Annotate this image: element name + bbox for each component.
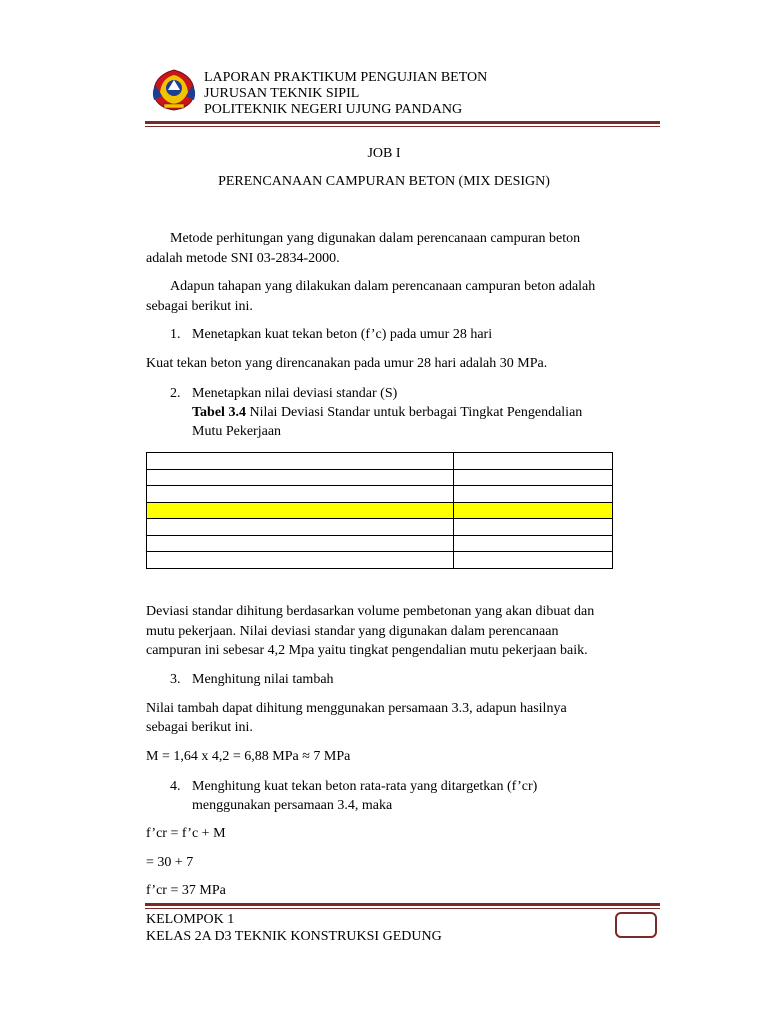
table-caption: [192, 403, 582, 423]
list-item-1-text: Menetapkan kuat tekan beton (f’c) pada umur 28 hari: [192, 327, 493, 342]
table-caption-label: Tabel 3.4: [192, 405, 246, 420]
list-item-3-text: Menghitung nilai tambah: [192, 672, 334, 687]
header-rule: [145, 121, 660, 124]
list-item-4-line-2: menggunakan persamaan 3.4, maka: [192, 798, 393, 813]
equation-2: f’cr = f’c + M: [146, 826, 226, 841]
list-item-1-number: 1.: [170, 327, 181, 342]
list-item-2-number: 2.: [170, 386, 181, 401]
header-line-3: POLITEKNIK NEGERI UJUNG PANDANG: [204, 102, 463, 117]
paragraph-3-line-1: Deviasi standar dihitung berdasarkan volume pembetonan yang akan dibuat dan: [146, 604, 595, 619]
paragraph-1-line-1: Metode perhitungan yang digunakan dalam perencanaan campuran beton: [170, 231, 581, 246]
deviation-table: [146, 452, 613, 569]
table-caption-line-2: Mutu Pekerjaan: [192, 424, 282, 439]
equation-1: M = 1,64 x 4,2 = 6,88 MPa ≈ 7 MPa: [146, 749, 351, 764]
header-line-1: LAPORAN PRAKTIKUM PENGUJIAN BETON: [204, 70, 488, 85]
table-row: [147, 486, 613, 503]
list-item-3-number: 3.: [170, 672, 181, 687]
list-item-4-line-1: Menghitung kuat tekan beton rata-rata yang ditargetkan (f’cr): [192, 779, 538, 794]
table-row: [147, 453, 613, 470]
footer-line-1: KELOMPOK 1: [146, 912, 235, 927]
list-item-2-text: Menetapkan nilai deviasi standar (S): [192, 386, 398, 401]
equation-4: f’cr = 37 MPa: [146, 883, 226, 898]
table-caption-text: Nilai Deviasi Standar untuk berbagai Tingkat Pengendalian: [245, 405, 583, 420]
table-row: [147, 469, 613, 486]
footer-rule: [145, 903, 660, 906]
header-line-2: JURUSAN TEKNIK SIPIL: [204, 86, 360, 101]
item-1-note: Kuat tekan beton yang direncanakan pada umur 28 hari adalah 30 MPa.: [146, 356, 548, 371]
paragraph-4-line-2: sebagai berikut ini.: [146, 720, 253, 735]
paragraph-3-line-3: campuran ini sebesar 4,2 Mpa yaitu tingkat pengendalian mutu pekerjaan baik.: [146, 643, 588, 658]
footer-line-2: KELAS 2A D3 TEKNIK KONSTRUKSI GEDUNG: [146, 929, 442, 944]
table-row: [147, 535, 613, 552]
table-row: [147, 519, 613, 536]
paragraph-1-line-2: adalah metode SNI 03-2834-2000.: [146, 251, 340, 266]
footer-rule-thin: [145, 908, 660, 909]
paragraph-2-line-1: Adapun tahapan yang dilakukan dalam perencanaan campuran beton adalah: [170, 279, 596, 294]
paragraph-3-line-2: mutu pekerjaan. Nilai deviasi standar yang digunakan dalam perencanaan: [146, 624, 559, 639]
paragraph-2-line-2: sebagai berikut ini.: [146, 299, 253, 314]
paragraph-4-line-1: Nilai tambah dapat dihitung menggunakan persamaan 3.3, adapun hasilnya: [146, 701, 567, 716]
header-rule-thin: [145, 126, 660, 127]
job-title: JOB I: [367, 146, 401, 161]
equation-3: = 30 + 7: [146, 855, 194, 870]
institution-logo: [150, 66, 198, 112]
table-row-highlighted: [147, 502, 613, 519]
page-number-box: [615, 912, 657, 938]
table-row: [147, 552, 613, 569]
document-subtitle: PERENCANAAN CAMPURAN BETON (MIX DESIGN): [218, 174, 550, 189]
list-item-4-number: 4.: [170, 779, 181, 794]
